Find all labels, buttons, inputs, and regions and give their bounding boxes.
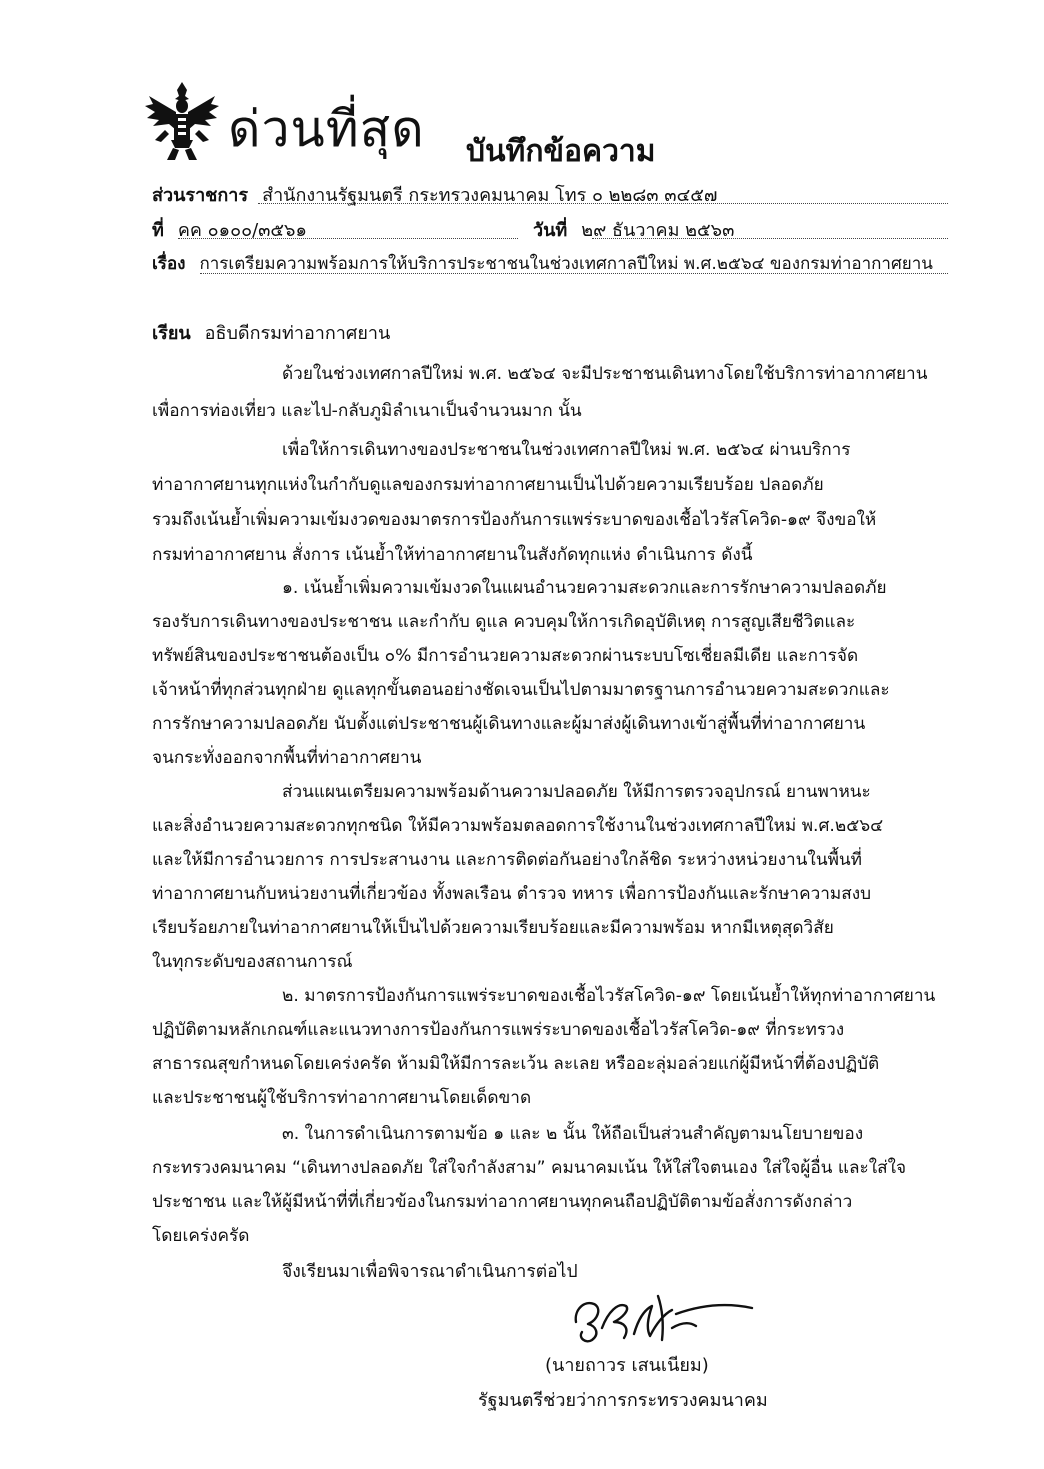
body-line: ปฏิบัติตามหลักเกณฑ์และแนวทางการป้องกันการแพร่ระบาดของเชื้อไวรัสโควิด-๑๙ ที่กระทรวง <box>152 1020 845 1040</box>
subject-value: การเตรียมความพร้อมการให้บริการประชาชนในช่วงเทศกาลปีใหม่ พ.ศ.๒๕๖๔ ของกรมท่าอากาศยาน <box>199 254 933 274</box>
closing-line: จึงเรียนมาเพื่อพิจารณาดำเนินการต่อไป <box>282 1262 578 1282</box>
body-line: ท่าอากาศยานกับหน่วยงานที่เกี่ยวข้อง ทั้งพลเรือน ตำรวจ ทหาร เพื่อการป้องกันและรักษาความสงบ <box>152 884 872 904</box>
body-line: โดยเคร่งครัด <box>152 1226 250 1246</box>
salutation-value: อธิบดีกรมท่าอากาศยาน <box>204 323 391 344</box>
body-line: เรียบร้อยภายในท่าอากาศยานให้เป็นไปด้วยความเรียบร้อยและมีความพร้อม หากมีเหตุสุดวิสัย <box>152 918 834 938</box>
ref-dotted-line <box>178 238 518 239</box>
body-line: ๓. ในการดำเนินการตามข้อ ๑ และ ๒ นั้น ให้ถือเป็นส่วนสำคัญตามนโยบายของ <box>282 1124 864 1144</box>
body-line: ๑. เน้นย้ำเพิ่มความเข้มงวดในแผนอำนวยความสะดวกและการรักษาความปลอดภัย <box>282 578 887 598</box>
garuda-emblem-icon <box>143 78 221 164</box>
date-dotted-line <box>592 238 948 239</box>
body-line: ทรัพย์สินของประชาชนต้องเป็น ๐% มีการอำนวยความสะดวกผ่านระบบโซเชี่ยลมีเดีย และการจัด <box>152 646 859 666</box>
body-line: สาธารณสุขกำหนดโดยเคร่งครัด ห้ามมิให้มีการละเว้น ละเลย หรืออะลุ่มอล่วยแก่ผู้มีหน้าที่ต้องปฏิบัติ <box>152 1054 880 1074</box>
subject-label: เรื่อง <box>152 254 186 274</box>
handwritten-signature <box>568 1288 758 1346</box>
agency-dotted-line <box>258 203 948 204</box>
date-row <box>533 215 734 244</box>
body-line: เพื่อการท่องเที่ยว และไป-กลับภูมิลำเนาเป็นจำนวนมาก นั้น <box>152 401 582 421</box>
body-line: กรมท่าอากาศยาน สั่งการ เน้นย้ำให้ท่าอากาศยานในสังกัดทุกแห่ง ดำเนินการ ดังนี้ <box>152 545 753 565</box>
body-line: รวมถึงเน้นย้ำเพิ่มความเข้มงวดของมาตรการป้องกันการแพร่ระบาดของเชื้อไวรัสโควิด-๑๙ จึงขอให้ <box>152 510 877 530</box>
ref-value: คค ๐๑๐๐/๓๕๖๑ <box>177 220 307 241</box>
body-line: ๒. มาตรการป้องกันการแพร่ระบาดของเชื้อไวรัสโควิด-๑๙ โดยเน้นย้ำให้ทุกท่าอากาศยาน <box>282 986 936 1006</box>
body-line: เจ้าหน้าที่ทุกส่วนทุกฝ่าย ดูแลทุกขั้นตอนอย่างชัดเจนเป็นไปตามมาตรฐานการอำนวยความสะดวกและ <box>152 680 890 700</box>
agency-row <box>152 180 717 209</box>
body-line: และให้มีการอำนวยการ การประสานงาน และการติดต่อกันอย่างใกล้ชิด ระหว่างหน่วยงานในพื้นที่ <box>152 850 862 870</box>
body-line: ในทุกระดับของสถานการณ์ <box>152 952 353 972</box>
body-line: และสิ่งอำนวยความสะดวกทุกชนิด ให้มีความพร้อมตลอดการใช้งานในช่วงเทศกาลปีใหม่ พ.ศ.๒๕๖๔ <box>152 816 884 836</box>
body-line: รองรับการเดินทางของประชาชน และกำกับ ดูแล ควบคุมให้การเกิดอุบัติเหตุ การสูญเสียชีวิตและ <box>152 612 856 632</box>
salutation-label: เรียน <box>152 323 191 344</box>
agency-label: ส่วนราชการ <box>152 185 249 206</box>
urgency-label: ด่วนที่สุด <box>228 100 425 158</box>
body-line: และประชาชนผู้ใช้บริการท่าอากาศยานโดยเด็ดขาด <box>152 1088 532 1108</box>
subject-dotted-line <box>200 273 948 274</box>
agency-value: สำนักงานรัฐมนตรี กระทรวงคมนาคม โทร ๐ ๒๒๘๓ ๓๔๕๗ <box>262 185 718 206</box>
date-label: วันที่ <box>533 220 568 241</box>
body-line: ประชาชน และให้ผู้มีหน้าที่ที่เกี่ยวข้องในกรมท่าอากาศยานทุกคนถือปฏิบัติตามข้อสั่งการดังกล่าว <box>152 1192 853 1212</box>
body-line: เพื่อให้การเดินทางของประชาชนในช่วงเทศกาลปีใหม่ พ.ศ. ๒๕๖๔ ผ่านบริการ <box>282 440 851 460</box>
ref-row <box>152 215 307 244</box>
body-line: ด้วยในช่วงเทศกาลปีใหม่ พ.ศ. ๒๕๖๔ จะมีประชาชนเดินทางโดยใช้บริการท่าอากาศยาน <box>282 364 928 384</box>
ref-label: ที่ <box>152 220 164 241</box>
body-line: ส่วนแผนเตรียมความพร้อมด้านความปลอดภัย ให้มีการตรวจอุปกรณ์ ยานพาหนะ <box>282 782 871 802</box>
body-line: จนกระทั่งออกจากพื้นที่ท่าอากาศยาน <box>152 748 422 768</box>
body-line: การรักษาความปลอดภัย นับตั้งแต่ประชาชนผู้เดินทางและผู้มาส่งผู้เดินทางเข้าสู่พื้นที่ท่าอากาศยาน <box>152 714 866 734</box>
body-line: ท่าอากาศยานทุกแห่งในกำกับดูแลของกรมท่าอากาศยานเป็นไปด้วยความเรียบร้อย ปลอดภัย <box>152 475 824 495</box>
date-value: ๒๙ ธันวาคม ๒๕๖๓ <box>581 220 735 241</box>
signatory-title: รัฐมนตรีช่วยว่าการกระทรวงคมนาคม <box>478 1390 768 1411</box>
memo-title: บันทึกข้อความ <box>466 134 656 169</box>
salutation-row <box>152 318 390 347</box>
signatory-name: (นายถาวร เสนเนียม) <box>545 1355 709 1376</box>
body-line: กระทรวงคมนาคม “เดินทางปลอดภัย ใส่ใจกำลังสาม” คมนาคมเน้น ให้ใส่ใจตนเอง ใส่ใจผู้อื่น และใส่ใจ <box>152 1158 907 1178</box>
